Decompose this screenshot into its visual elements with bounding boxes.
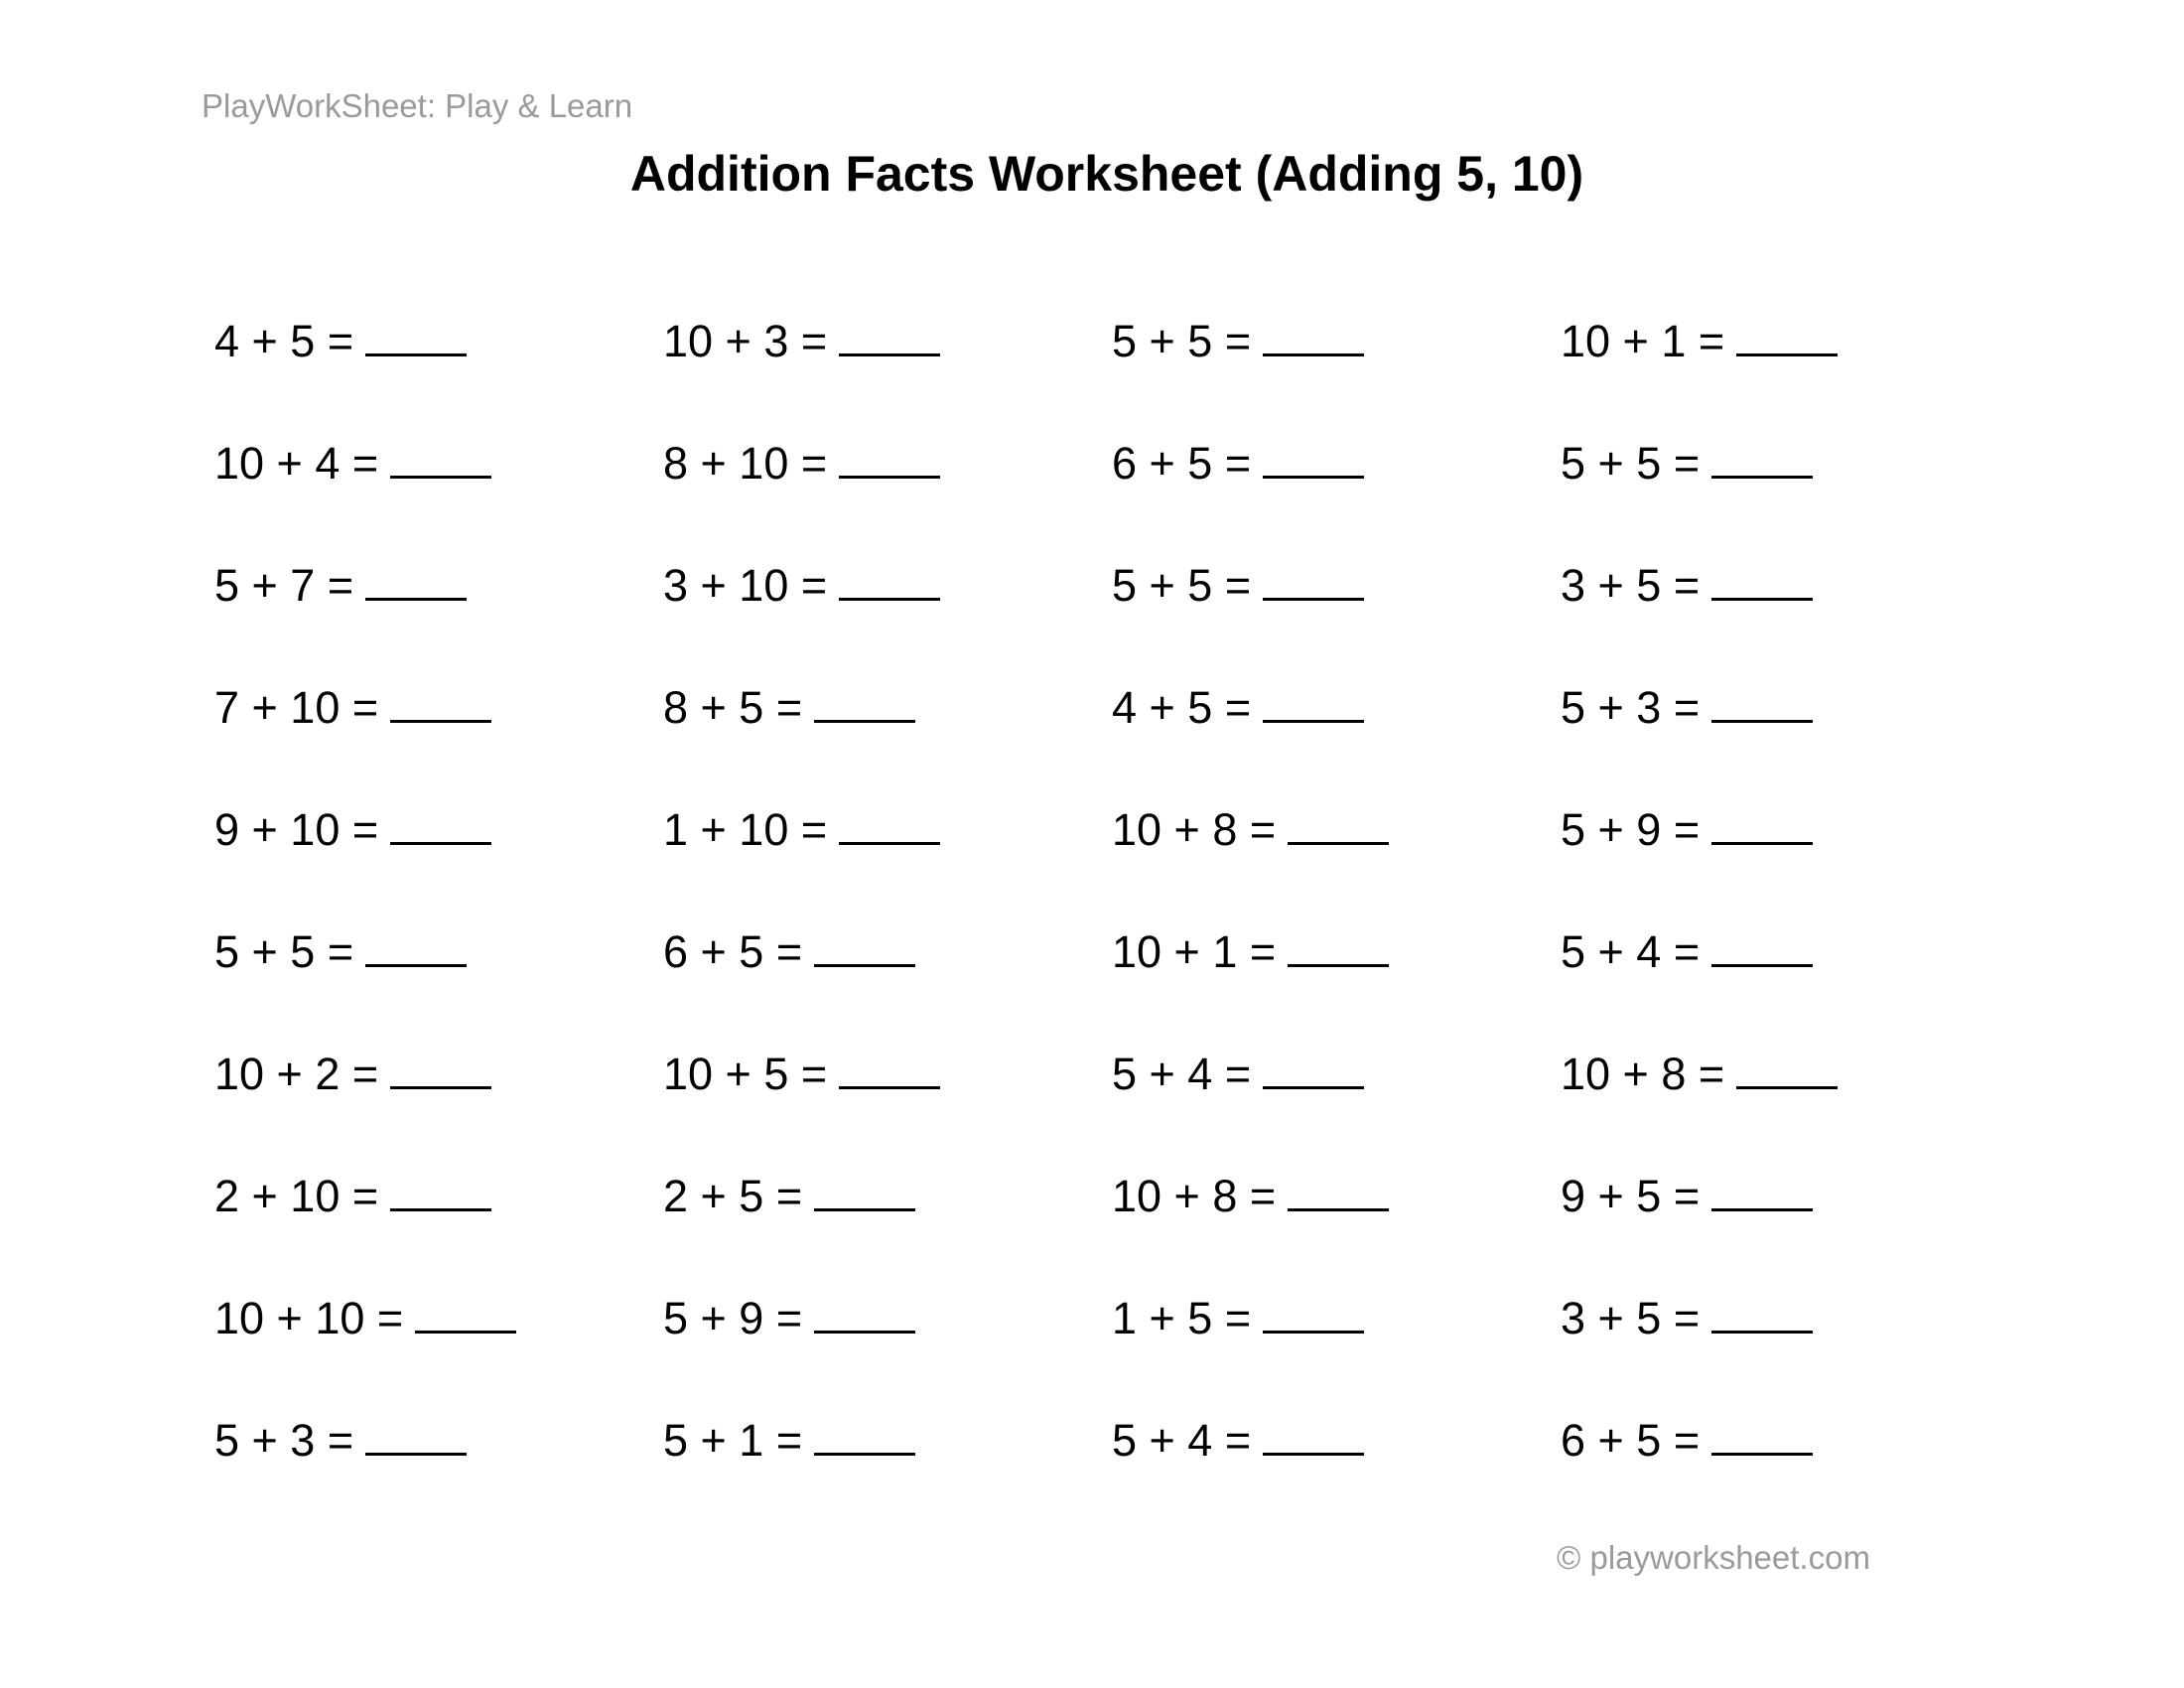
equation-text: 4 + 5 = [214, 316, 354, 366]
equation-text: 8 + 10 = [663, 438, 828, 489]
answer-blank[interactable] [1711, 1413, 1813, 1456]
answer-blank[interactable] [839, 314, 940, 356]
equation-text: 5 + 5 = [1561, 438, 1701, 489]
equation-text: 5 + 5 = [214, 926, 354, 977]
answer-blank[interactable] [839, 436, 940, 479]
answer-blank[interactable] [390, 680, 491, 723]
equation-text: 6 + 5 = [663, 926, 803, 977]
equation-text: 10 + 1 = [1561, 316, 1725, 366]
answer-blank[interactable] [365, 314, 467, 356]
equation-text: 9 + 5 = [1561, 1171, 1701, 1221]
equation-text: 10 + 8 = [1112, 804, 1277, 855]
answer-blank[interactable] [365, 1413, 467, 1456]
problem-item [663, 924, 915, 984]
answer-blank[interactable] [390, 436, 491, 479]
problem-item [1112, 558, 1364, 618]
equation-text: 5 + 4 = [1561, 926, 1701, 977]
answer-blank[interactable] [390, 1169, 491, 1211]
answer-blank[interactable] [814, 1291, 915, 1334]
problem-item [1112, 802, 1389, 862]
problem-item [1561, 558, 1813, 618]
problem-item [214, 802, 491, 862]
page-title: Addition Facts Worksheet (Adding 5, 10) [629, 146, 1584, 202]
copyright-footer: © playworksheet.com [1557, 1539, 1870, 1576]
equation-text: 5 + 4 = [1112, 1049, 1252, 1099]
equation-text: 5 + 5 = [1112, 560, 1252, 611]
equation-text: 5 + 9 = [663, 1293, 803, 1343]
problem-item [1561, 436, 1813, 495]
equation-text: 2 + 10 = [214, 1171, 379, 1221]
equation-text: 7 + 10 = [214, 682, 379, 733]
problem-item [214, 1413, 467, 1473]
equation-text: 4 + 5 = [1112, 682, 1252, 733]
equation-text: 10 + 8 = [1112, 1171, 1277, 1221]
answer-blank[interactable] [1711, 924, 1813, 967]
problem-item [214, 1047, 491, 1106]
problem-item [1112, 1413, 1364, 1473]
equation-text: 2 + 5 = [663, 1171, 803, 1221]
answer-blank[interactable] [814, 1413, 915, 1456]
answer-blank[interactable] [839, 802, 940, 845]
equation-text: 10 + 5 = [663, 1049, 828, 1099]
equation-text: 8 + 5 = [663, 682, 803, 733]
problem-item [1112, 1047, 1364, 1106]
answer-blank[interactable] [839, 1047, 940, 1089]
problem-item [663, 1291, 915, 1350]
equation-text: 5 + 7 = [214, 560, 354, 611]
answer-blank[interactable] [1263, 558, 1364, 601]
equation-text: 10 + 3 = [663, 316, 828, 366]
answer-blank[interactable] [1263, 680, 1364, 723]
problem-item [1112, 680, 1364, 740]
answer-blank[interactable] [1711, 1169, 1813, 1211]
answer-blank[interactable] [390, 1047, 491, 1089]
answer-blank[interactable] [814, 1169, 915, 1211]
equation-text: 6 + 5 = [1561, 1415, 1701, 1466]
problem-item [1561, 314, 1838, 373]
answer-blank[interactable] [1736, 314, 1838, 356]
problem-item [663, 802, 940, 862]
equation-text: 6 + 5 = [1112, 438, 1252, 489]
problem-item [1561, 924, 1813, 984]
equation-text: 5 + 9 = [1561, 804, 1701, 855]
problem-item [1561, 1169, 1813, 1228]
problem-item [663, 680, 915, 740]
answer-blank[interactable] [1711, 680, 1813, 723]
answer-blank[interactable] [1711, 1291, 1813, 1334]
answer-blank[interactable] [365, 558, 467, 601]
equation-text: 3 + 5 = [1561, 560, 1701, 611]
equation-text: 10 + 1 = [1112, 926, 1277, 977]
problem-item [214, 680, 491, 740]
problem-item [214, 314, 467, 373]
problem-item [1112, 1169, 1389, 1228]
answer-blank[interactable] [1288, 1169, 1389, 1211]
problem-item [1112, 924, 1389, 984]
equation-text: 10 + 8 = [1561, 1049, 1725, 1099]
answer-blank[interactable] [1263, 436, 1364, 479]
problem-item [214, 1169, 491, 1228]
answer-blank[interactable] [814, 680, 915, 723]
problem-item [663, 1413, 915, 1473]
problem-item [1112, 436, 1364, 495]
equation-text: 1 + 10 = [663, 804, 828, 855]
answer-blank[interactable] [1263, 1413, 1364, 1456]
problem-item [663, 436, 940, 495]
answer-blank[interactable] [1263, 314, 1364, 356]
equation-text: 5 + 3 = [214, 1415, 354, 1466]
problem-item [1561, 680, 1813, 740]
answer-blank[interactable] [415, 1291, 516, 1334]
equation-text: 3 + 5 = [1561, 1293, 1701, 1343]
problem-item [1112, 314, 1364, 373]
brand-label: PlayWorkSheet: Play & Learn [202, 87, 633, 124]
answer-blank[interactable] [365, 924, 467, 967]
answer-blank[interactable] [814, 924, 915, 967]
problem-item [663, 314, 940, 373]
equation-text: 5 + 4 = [1112, 1415, 1252, 1466]
answer-blank[interactable] [1711, 436, 1813, 479]
problem-item [214, 436, 491, 495]
problem-item [1112, 1291, 1364, 1350]
answer-blank[interactable] [1711, 802, 1813, 845]
equation-text: 10 + 10 = [214, 1293, 404, 1343]
problem-item [663, 1169, 915, 1228]
problem-item [1561, 1291, 1813, 1350]
problem-item [214, 924, 467, 984]
problem-item [1561, 802, 1813, 862]
answer-blank[interactable] [1263, 1047, 1364, 1089]
equation-text: 5 + 3 = [1561, 682, 1701, 733]
answer-blank[interactable] [1263, 1291, 1364, 1334]
answer-blank[interactable] [839, 558, 940, 601]
equation-text: 10 + 4 = [214, 438, 379, 489]
answer-blank[interactable] [1711, 558, 1813, 601]
equation-text: 10 + 2 = [214, 1049, 379, 1099]
problem-item [1561, 1413, 1813, 1473]
answer-blank[interactable] [390, 802, 491, 845]
answer-blank[interactable] [1288, 802, 1389, 845]
equation-text: 5 + 5 = [1112, 316, 1252, 366]
answer-blank[interactable] [1736, 1047, 1838, 1089]
equation-text: 9 + 10 = [214, 804, 379, 855]
problem-item [663, 1047, 940, 1106]
answer-blank[interactable] [1288, 924, 1389, 967]
problem-item [214, 1291, 516, 1350]
equation-text: 5 + 1 = [663, 1415, 803, 1466]
problem-item [1561, 1047, 1838, 1106]
equation-text: 3 + 10 = [663, 560, 828, 611]
equation-text: 1 + 5 = [1112, 1293, 1252, 1343]
problem-item [663, 558, 940, 618]
problem-item [214, 558, 467, 618]
